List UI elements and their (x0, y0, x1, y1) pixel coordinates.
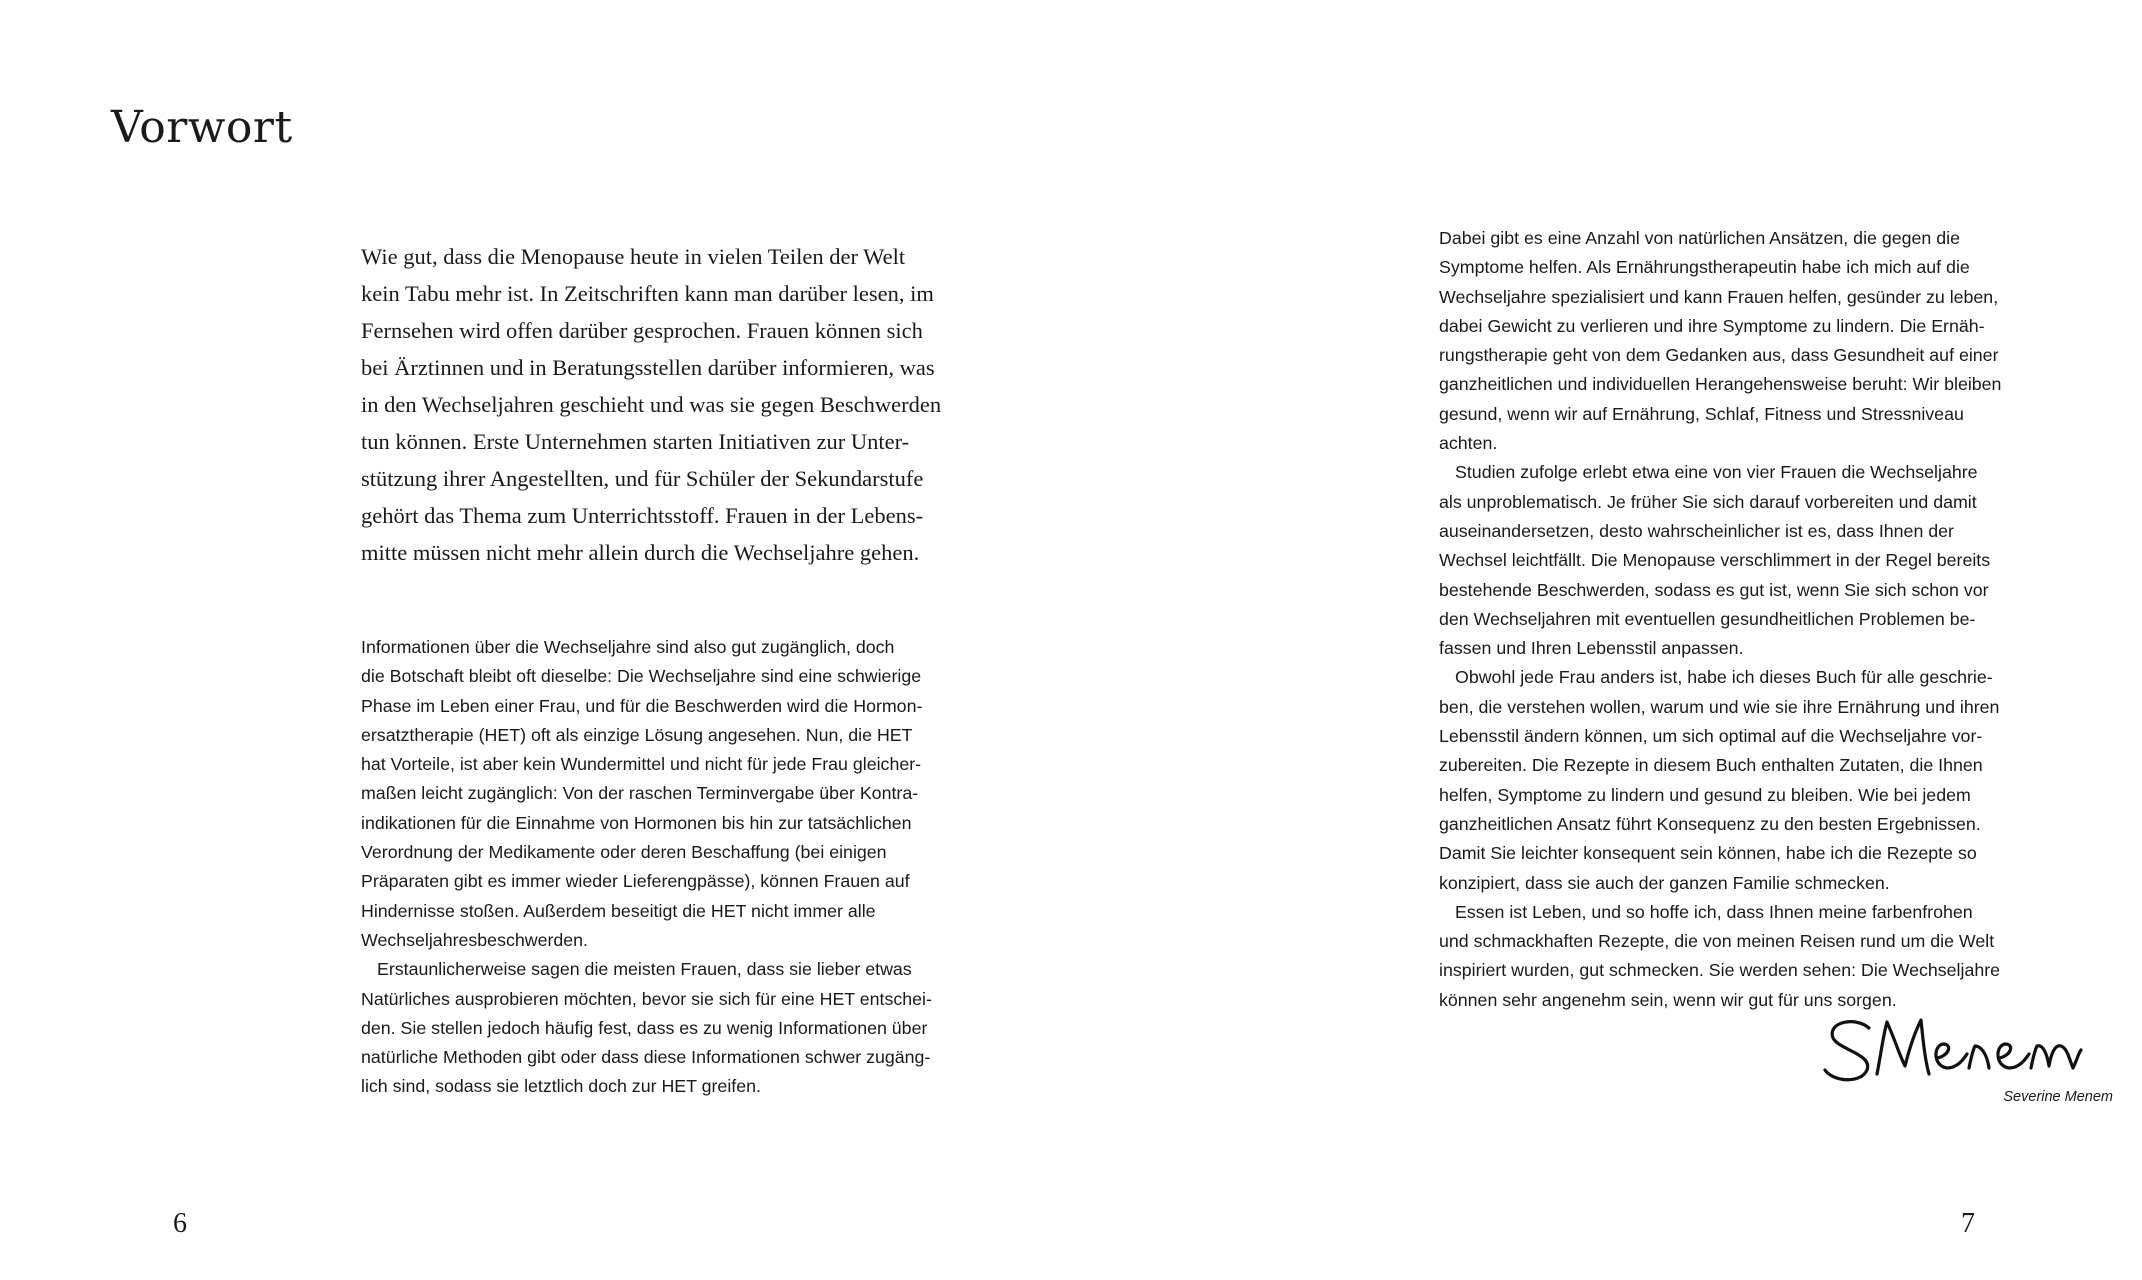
body-line: ganzheitlichen und individuellen Herangehensweise beruht: Wir bleiben (1439, 374, 2002, 395)
signature-graphic (1811, 1010, 2111, 1090)
intro-line: gehört das Thema zum Unterrichtsstoff. Frauen in der Lebens- (361, 503, 924, 528)
signature-name: Severine Menem (2003, 1089, 2113, 1105)
intro-line: in den Wechseljahren geschieht und was sie gegen Beschwerden (361, 392, 942, 417)
body-line: dabei Gewicht zu verlieren und ihre Symptome zu lindern. Die Ernäh- (1439, 315, 1985, 336)
body-line: Präparaten gibt es immer wieder Lieferengpässe), können Frauen auf (361, 871, 910, 892)
body-line: den Wechseljahren mit eventuellen gesundheitlichen Problemen be- (1439, 608, 1976, 629)
body-line: Wechseljahresbeschwerden. (361, 929, 588, 950)
body-line: als unproblematisch. Je früher Sie sich darauf vorbereiten und damit (1439, 491, 1977, 512)
body-line: indikationen für die Einnahme von Hormonen bis hin zur tatsächlichen (361, 812, 912, 833)
body-line: Studien zufolge erlebt etwa eine von vier Frauen die Wechseljahre (1455, 462, 1978, 483)
body-line: achten. (1439, 433, 1498, 454)
body-line: Informationen über die Wechseljahre sind also gut zugänglich, doch (361, 637, 895, 657)
right-page (1071, 0, 2142, 1280)
body-line: Damit Sie leichter konsequent sein können, habe ich die Rezepte so (1439, 843, 1977, 864)
body-line: Symptome helfen. Als Ernährungstherapeutin habe ich mich auf die (1439, 257, 1970, 278)
body-line: Wechseljahre spezialisiert und kann Frauen helfen, gesünder zu leben, (1439, 286, 1999, 307)
page-title: Vorwort (111, 102, 293, 153)
body-line: Essen ist Leben, und so hoffe ich, dass Ihnen meine farbenfrohen (1455, 901, 1973, 922)
left-body-text (361, 633, 1001, 1102)
body-line: natürliche Methoden gibt oder dass diese Informationen schwer zugäng- (361, 1047, 931, 1068)
body-line: ganzheitlichen Ansatz führt Konsequenz zu den besten Ergebnissen. (1439, 813, 1981, 834)
intro-paragraph (361, 238, 1001, 571)
body-line: bestehende Beschwerden, sodass es gut ist, wenn Sie sich schon vor (1439, 579, 1989, 600)
body-line: Hindernisse stoßen. Außerdem beseitigt die HET nicht immer alle (361, 900, 876, 921)
body-line: hat Vorteile, ist aber kein Wundermittel und nicht für jede Frau gleicher- (361, 754, 922, 775)
body-line: fassen und Ihren Lebensstil anpassen. (1439, 638, 1744, 659)
body-line: Obwohl jede Frau anders ist, habe ich dieses Buch für alle geschrie- (1455, 667, 1993, 688)
body-line: den. Sie stellen jedoch häufig fest, dass es zu wenig Informationen über (361, 1017, 928, 1038)
intro-line: stützung ihrer Angestellten, und für Schüler der Sekundarstufe (361, 466, 924, 491)
body-line: können sehr angenehm sein, wenn wir gut für uns sorgen. (1439, 989, 1897, 1010)
page-number-right: 7 (1961, 1208, 1975, 1239)
body-line: Verordnung der Medikamente oder deren Beschaffung (bei einigen (361, 842, 887, 863)
body-line: Natürliches ausprobieren möchten, bevor sie sich für eine HET entschei- (361, 988, 932, 1009)
body-line: inspiriert wurden, gut schmecken. Sie werden sehen: Die Wechseljahre (1439, 960, 2001, 981)
body-line: die Botschaft bleibt oft dieselbe: Die Wechseljahre sind eine schwierige (361, 666, 922, 687)
intro-line: tun können. Erste Unternehmen starten Initiativen zur Unter- (361, 429, 910, 454)
intro-line: Wie gut, dass die Menopause heute in vielen Teilen der Welt (361, 244, 906, 269)
body-line: und schmackhaften Rezepte, die von meinen Reisen rund um die Welt (1439, 931, 1995, 952)
intro-line: kein Tabu mehr ist. In Zeitschriften kann man darüber lesen, im (361, 281, 934, 306)
body-line: rungstherapie geht von dem Gedanken aus, dass Gesundheit auf einer (1439, 345, 1999, 366)
body-line: maßen leicht zugänglich: Von der raschen Terminvergabe über Kontra- (361, 783, 919, 804)
body-line: konzipiert, dass sie auch der ganzen Familie schmecken. (1439, 872, 1890, 893)
body-line: gesund, wenn wir auf Ernährung, Schlaf, Fitness und Stressniveau (1439, 403, 1964, 424)
page-number-left: 6 (173, 1208, 187, 1239)
intro-line: mitte müssen nicht mehr allein durch die Wechseljahre gehen. (361, 540, 920, 565)
body-line: helfen, Symptome zu lindern und gesund zu bleiben. Wie bei jedem (1439, 784, 1971, 805)
body-line: Dabei gibt es eine Anzahl von natürlichen Ansätzen, die gegen die (1439, 228, 1960, 248)
body-line: Phase im Leben einer Frau, und für die Beschwerden wird die Hormon- (361, 695, 923, 716)
body-line: Wechsel leichtfällt. Die Menopause verschlimmert in der Regel bereits (1439, 550, 1991, 571)
body-line: auseinandersetzen, desto wahrscheinlicher ist es, dass Ihnen der (1439, 520, 1954, 541)
right-body-text (1439, 224, 2079, 1015)
body-line: ersatztherapie (HET) oft als einzige Lösung angesehen. Nun, die HET (361, 724, 913, 745)
body-line: Erstaunlicherweise sagen die meisten Frauen, dass sie lieber etwas (377, 959, 912, 980)
body-line: Lebensstil ändern können, um sich optimal auf die Wechseljahre vor- (1439, 726, 1983, 747)
handwritten-signature (1811, 1010, 2111, 1090)
body-line: lich sind, sodass sie letztlich doch zur HET greifen. (361, 1076, 761, 1097)
body-line: ben, die verstehen wollen, warum und wie sie ihre Ernährung und ihren (1439, 696, 2000, 717)
body-line: zubereiten. Die Rezepte in diesem Buch enthalten Zutaten, die Ihnen (1439, 755, 1983, 776)
intro-line: Fernsehen wird offen darüber gesprochen. Frauen können sich (361, 318, 923, 343)
intro-line: bei Ärztinnen und in Beratungsstellen darüber informieren, was (361, 355, 935, 380)
